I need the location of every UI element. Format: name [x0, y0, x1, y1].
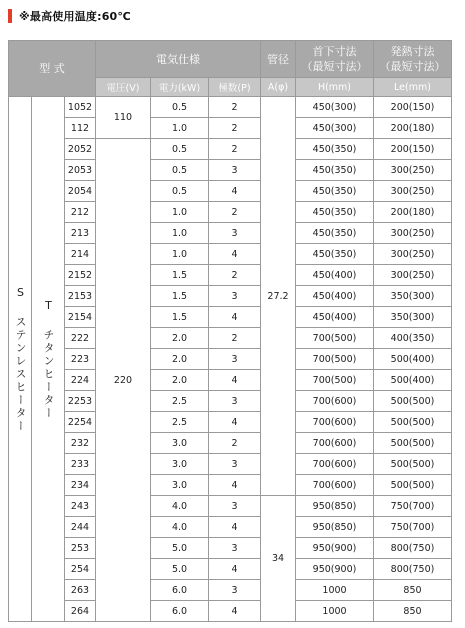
power-cell: 3.0 [151, 454, 209, 475]
poles-cell: 4 [209, 181, 261, 202]
note-marker [8, 9, 12, 23]
heat-dimension-cell: 800(750) [374, 538, 452, 559]
neck-dimension-cell: 450(350) [296, 223, 374, 244]
neck-unit-header: H(mm) [296, 78, 374, 97]
power-cell: 0.5 [151, 181, 209, 202]
neck-dimension-cell: 450(350) [296, 160, 374, 181]
table-row [9, 370, 452, 391]
table-row [9, 538, 452, 559]
power-cell: 3.0 [151, 475, 209, 496]
poles-cell: 2 [209, 139, 261, 160]
model-cell: 2254 [65, 412, 96, 433]
model-cell: 233 [65, 454, 96, 475]
neck-dimension-cell: 450(400) [296, 286, 374, 307]
heat-dimension-cell: 200(180) [374, 202, 452, 223]
pipe-34-cell: 34 [261, 496, 296, 622]
voltage-header: 電圧(V) [96, 78, 151, 97]
heat-dimension-cell: 300(250) [374, 160, 452, 181]
table-row [9, 265, 452, 286]
sheath-material-label: S ステンレスヒーター [9, 97, 32, 622]
model-cell: 2253 [65, 391, 96, 412]
neck-dimension-header-text: 首下寸法 （最短寸法） [301, 45, 368, 73]
neck-dimension-cell: 950(900) [296, 538, 374, 559]
pipe-unit-header: A(φ) [261, 78, 296, 97]
power-cell: 1.0 [151, 244, 209, 265]
table-row [9, 286, 452, 307]
power-cell: 5.0 [151, 538, 209, 559]
poles-cell: 4 [209, 559, 261, 580]
model-cell: 2153 [65, 286, 96, 307]
neck-dimension-cell: 450(400) [296, 265, 374, 286]
table-row [9, 580, 452, 601]
heat-dimension-cell: 850 [374, 580, 452, 601]
neck-dimension-cell: 450(300) [296, 118, 374, 139]
heater-spec-table [8, 40, 452, 622]
table-row [9, 244, 452, 265]
heat-dimension-cell: 200(150) [374, 139, 452, 160]
power-cell: 4.0 [151, 517, 209, 538]
power-cell: 5.0 [151, 559, 209, 580]
model-cell: 244 [65, 517, 96, 538]
heat-dimension-cell: 850 [374, 601, 452, 622]
model-cell: 243 [65, 496, 96, 517]
heat-dimension-cell: 500(500) [374, 433, 452, 454]
max-temperature-note [8, 9, 131, 23]
table-row [9, 307, 452, 328]
model-header: 型 式 [9, 41, 96, 97]
neck-dimension-cell: 450(350) [296, 244, 374, 265]
model-cell: 222 [65, 328, 96, 349]
power-cell: 2.5 [151, 391, 209, 412]
heat-dimension-cell: 500(500) [374, 412, 452, 433]
table-row [9, 391, 452, 412]
heat-dimension-cell: 300(250) [374, 181, 452, 202]
heat-dimension-cell: 500(400) [374, 349, 452, 370]
table-row [9, 160, 452, 181]
pipe-diameter-header: 管径 [261, 41, 296, 78]
poles-cell: 3 [209, 160, 261, 181]
poles-cell: 2 [209, 433, 261, 454]
heat-dimension-cell: 300(250) [374, 244, 452, 265]
model-cell: 1052 [65, 97, 96, 118]
poles-cell: 3 [209, 286, 261, 307]
model-cell: 112 [65, 118, 96, 139]
model-cell: 234 [65, 475, 96, 496]
neck-dimension-cell: 450(350) [296, 181, 374, 202]
model-cell: 212 [65, 202, 96, 223]
model-cell: 232 [65, 433, 96, 454]
neck-dimension-cell: 950(850) [296, 517, 374, 538]
model-cell: 263 [65, 580, 96, 601]
heat-dimension-cell: 500(500) [374, 454, 452, 475]
poles-cell: 4 [209, 412, 261, 433]
heat-dimension-header [374, 41, 452, 78]
table-row [9, 601, 452, 622]
poles-cell: 2 [209, 118, 261, 139]
pipe-27-cell: 27.2 [261, 97, 296, 496]
table-row [9, 559, 452, 580]
model-cell: 224 [65, 370, 96, 391]
power-cell: 2.0 [151, 370, 209, 391]
power-cell: 1.0 [151, 118, 209, 139]
heat-dimension-cell: 350(300) [374, 307, 452, 328]
power-cell: 0.5 [151, 97, 209, 118]
table-row [9, 496, 452, 517]
table-row [9, 517, 452, 538]
table-row [9, 223, 452, 244]
model-cell: 223 [65, 349, 96, 370]
poles-cell: 4 [209, 517, 261, 538]
table-row [9, 181, 452, 202]
model-cell: 264 [65, 601, 96, 622]
neck-dimension-cell: 700(600) [296, 391, 374, 412]
type-label: T チタンヒーター [32, 97, 65, 622]
neck-dimension-cell: 700(600) [296, 475, 374, 496]
poles-header: 極数(P) [209, 78, 261, 97]
heat-dimension-cell: 300(250) [374, 223, 452, 244]
neck-dimension-cell: 1000 [296, 580, 374, 601]
poles-cell: 3 [209, 538, 261, 559]
heat-dimension-cell: 400(350) [374, 328, 452, 349]
power-cell: 1.0 [151, 202, 209, 223]
heat-dimension-header-text: 発熱寸法 （最短寸法） [379, 45, 446, 73]
neck-dimension-cell: 950(900) [296, 559, 374, 580]
heat-dimension-cell: 500(400) [374, 370, 452, 391]
model-cell: 213 [65, 223, 96, 244]
neck-dimension-cell: 700(500) [296, 349, 374, 370]
poles-cell: 3 [209, 496, 261, 517]
heat-dimension-cell: 500(500) [374, 391, 452, 412]
neck-dimension-cell: 700(600) [296, 433, 374, 454]
table-row [9, 475, 452, 496]
poles-cell: 4 [209, 244, 261, 265]
neck-dimension-cell: 950(850) [296, 496, 374, 517]
model-cell: 254 [65, 559, 96, 580]
table-row [9, 139, 452, 160]
heat-dimension-cell: 750(700) [374, 496, 452, 517]
poles-cell: 4 [209, 370, 261, 391]
power-cell: 1.0 [151, 223, 209, 244]
power-cell: 2.5 [151, 412, 209, 433]
poles-cell: 2 [209, 202, 261, 223]
heat-dimension-cell: 750(700) [374, 517, 452, 538]
power-cell: 3.0 [151, 433, 209, 454]
table-row [9, 97, 452, 118]
neck-dimension-cell: 1000 [296, 601, 374, 622]
neck-dimension-cell: 700(500) [296, 370, 374, 391]
heat-dimension-cell: 800(750) [374, 559, 452, 580]
power-cell: 0.5 [151, 139, 209, 160]
model-cell: 2054 [65, 181, 96, 202]
poles-cell: 4 [209, 307, 261, 328]
table-row [9, 412, 452, 433]
model-cell: 2154 [65, 307, 96, 328]
model-cell: 2052 [65, 139, 96, 160]
table-row [9, 433, 452, 454]
neck-dimension-cell: 700(600) [296, 412, 374, 433]
neck-dimension-cell: 700(600) [296, 454, 374, 475]
neck-dimension-cell: 700(500) [296, 328, 374, 349]
table-row [9, 454, 452, 475]
power-cell: 1.5 [151, 307, 209, 328]
power-cell: 1.5 [151, 265, 209, 286]
poles-cell: 3 [209, 349, 261, 370]
power-cell: 6.0 [151, 580, 209, 601]
neck-dimension-header [296, 41, 374, 78]
power-cell: 1.5 [151, 286, 209, 307]
power-cell: 6.0 [151, 601, 209, 622]
poles-cell: 4 [209, 601, 261, 622]
neck-dimension-cell: 450(350) [296, 139, 374, 160]
heat-dimension-cell: 200(180) [374, 118, 452, 139]
poles-cell: 4 [209, 475, 261, 496]
poles-cell: 3 [209, 454, 261, 475]
table-row [9, 118, 452, 139]
neck-dimension-cell: 450(300) [296, 97, 374, 118]
power-cell: 2.0 [151, 328, 209, 349]
power-header: 電力(kW) [151, 78, 209, 97]
model-cell: 253 [65, 538, 96, 559]
electrical-spec-header: 電気仕様 [96, 41, 261, 78]
heat-dimension-cell: 500(500) [374, 475, 452, 496]
heat-dimension-cell: 200(150) [374, 97, 452, 118]
poles-cell: 3 [209, 223, 261, 244]
poles-cell: 3 [209, 391, 261, 412]
table-row [9, 328, 452, 349]
neck-dimension-cell: 450(350) [296, 202, 374, 223]
power-cell: 2.0 [151, 349, 209, 370]
note-text: ※最高使用温度:60℃ [19, 10, 131, 23]
table-row [9, 202, 452, 223]
model-cell: 2152 [65, 265, 96, 286]
voltage-110-cell: 110 [96, 97, 151, 139]
model-cell: 214 [65, 244, 96, 265]
poles-cell: 2 [209, 328, 261, 349]
heat-dimension-cell: 300(250) [374, 265, 452, 286]
voltage-220-cell: 220 [96, 139, 151, 622]
table-row [9, 349, 452, 370]
poles-cell: 2 [209, 97, 261, 118]
power-cell: 0.5 [151, 160, 209, 181]
neck-dimension-cell: 450(400) [296, 307, 374, 328]
power-cell: 4.0 [151, 496, 209, 517]
heat-unit-header: Le(mm) [374, 78, 452, 97]
poles-cell: 3 [209, 580, 261, 601]
heat-dimension-cell: 350(300) [374, 286, 452, 307]
poles-cell: 2 [209, 265, 261, 286]
model-cell: 2053 [65, 160, 96, 181]
